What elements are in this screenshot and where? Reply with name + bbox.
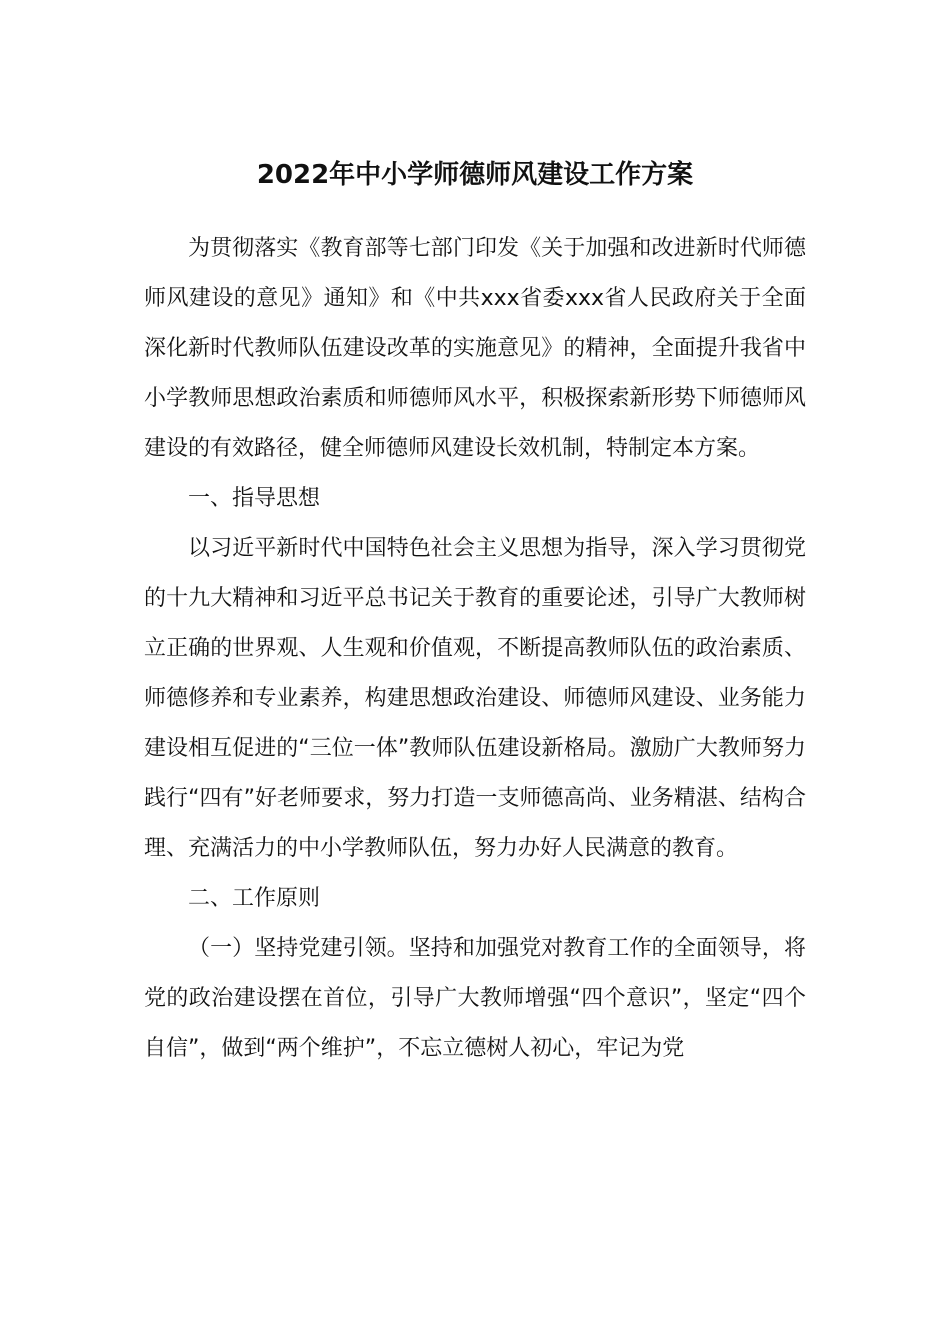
document-title: 2022年中小学师德师风建设工作方案: [256, 160, 694, 190]
section-heading-work-principles: 二、工作原则: [188, 886, 321, 911]
guiding-thought-paragraph: 以习近平新时代中国特色社会主义思想为指导，深入学习贯彻党的十九大精神和习近平总书记关于教育的重要论述，引导广大教师树立正确的世界观、人生观和价值观，不断提高教师队伍的政治素质、师德修养和专业素养，构建思想政治建设、师德师风建设、业务能力建设相互促进的“三位一体”教师队伍建设新格局。激励广大教师努力践行“四有”好老师要求，努力打造一支师德高尚、业务精湛、结构合理、充满活力的中小学教师队伍，努力办好人民满意的教育。: [144, 536, 806, 861]
principle-item-paragraph: （一）坚持党建引领。坚持和加强党对教育工作的全面领导，将党的政治建设摆在首位，引导广大教师增强“四个意识”，坚定“四个自信”，做到“两个维护”，不忘立德树人初心，牢记为党: [144, 936, 806, 1061]
intro-paragraph: 为贯彻落实《教育部等七部门印发《关于加强和改进新时代师德师风建设的意见》通知》和《中共xxx省委xxx省人民政府关于全面深化新时代教师队伍建设改革的实施意见》的精神，全面提升我省中小学教师思想政治素质和师德师风水平，积极探索新形势下师德师风建设的有效路径，健全师德师风建设长效机制，特制定本方案。: [144, 236, 806, 461]
document-body: [144, 224, 806, 1074]
section-heading-guiding-thought: 一、指导思想: [188, 486, 321, 511]
